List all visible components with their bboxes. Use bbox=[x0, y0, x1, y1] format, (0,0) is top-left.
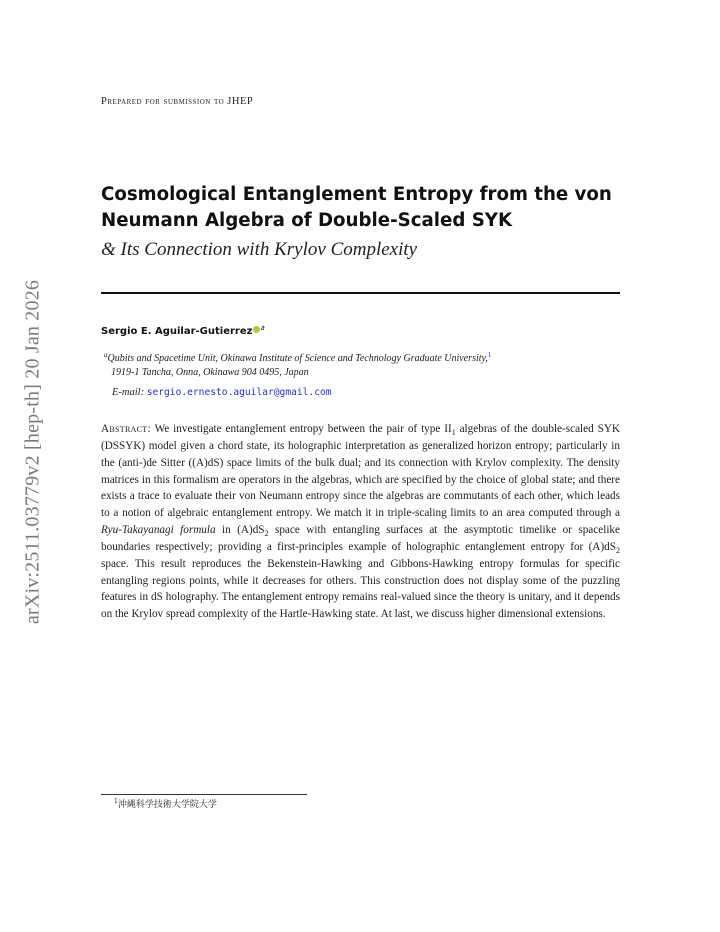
affiliation-line-1 bbox=[104, 348, 624, 366]
footnote bbox=[114, 797, 217, 810]
affil-text-1: Qubits and Spacetime Unit, Okinawa Institute of Science and Technology Graduate University, bbox=[107, 353, 488, 364]
journal-header: Prepared for submission to JHEP bbox=[101, 96, 254, 107]
abstract-sub-1: 1 bbox=[451, 428, 456, 438]
abstract-sub-2: 2 bbox=[264, 529, 269, 539]
abstract-text-3: in (A)dS bbox=[215, 524, 265, 537]
abstract-heading: Abstract: bbox=[101, 423, 151, 435]
affiliation bbox=[104, 348, 624, 380]
abstract bbox=[101, 421, 620, 623]
affil-mark: a bbox=[104, 351, 108, 359]
email-link[interactable]: sergio.ernesto.aguilar@gmail.com bbox=[146, 387, 332, 398]
footnote-link[interactable]: 1 bbox=[487, 351, 492, 359]
author-name: Sergio E. Aguilar-Gutierrez bbox=[101, 326, 253, 337]
footnote-rule bbox=[101, 794, 307, 795]
abstract-ryu-takayanagi: Ryu-Takayanagi formula bbox=[101, 524, 216, 537]
abstract-text-4: space with entangling surfaces at the asymptotic timelike or spacelike boundaries respectively; providing a first-principles example of holographic entanglement entropy for (A)dS bbox=[101, 524, 620, 553]
title-rule bbox=[101, 292, 620, 294]
email-line bbox=[112, 387, 332, 398]
abstract-text-1: We investigate entanglement entropy between the pair of type II bbox=[154, 423, 452, 435]
affiliation-line-2: 1919-1 Tancha, Onna, Okinawa 904 0495, Japan bbox=[111, 367, 309, 378]
abstract-sub-3: 2 bbox=[616, 546, 620, 556]
email-label: E-mail: bbox=[112, 387, 145, 398]
abstract-text-5: space. This result reproduces the Bekenstein-Hawking and Gibbons-Hawking entropy formulas for specific entangling regions points, while it decreases for others. This construction does not display some of the puzzling features in dS holography. The entanglement entropy remains real-valued since the theory is unitary, and it depends on the Krylov spread complexity of the Hartle-Hawking state. At last, we discuss higher dimensional extensions. bbox=[101, 557, 620, 621]
paper-subtitle: & Its Connection with Krylov Complexity bbox=[101, 239, 418, 260]
footnote-text: 沖縄科学技術大学院大学 bbox=[117, 800, 217, 810]
author-affil-mark: a bbox=[260, 324, 265, 332]
abstract-text-2: algebras of the double-scaled SYK (DSSYK) model given a chord state, its holographic interpretation as generalized horizon entropy; particularly in the (anti-)de Sitter ((A)dS) space limits of the bulk dual; and its connection with Krylov complexity. The density matrices in this formalism are operators in the algebras, which are specified by the choice of global state; and there exists a trace to evaluate their von Neumann entropy since the algebras are commutants of each other, which leads to a notion of algebraic entanglement entropy. We match it in triple-scaling limits to an area computed through a bbox=[101, 423, 620, 520]
author-line bbox=[101, 324, 265, 337]
footnote-mark: 1 bbox=[114, 798, 118, 805]
arxiv-stamp: arXiv:2511.03779v2 [hep-th] 20 Jan 2026 bbox=[21, 279, 44, 625]
paper-title: Cosmological Entanglement Entropy from the von Neumann Algebra of Double-Scaled SYK bbox=[101, 184, 612, 231]
